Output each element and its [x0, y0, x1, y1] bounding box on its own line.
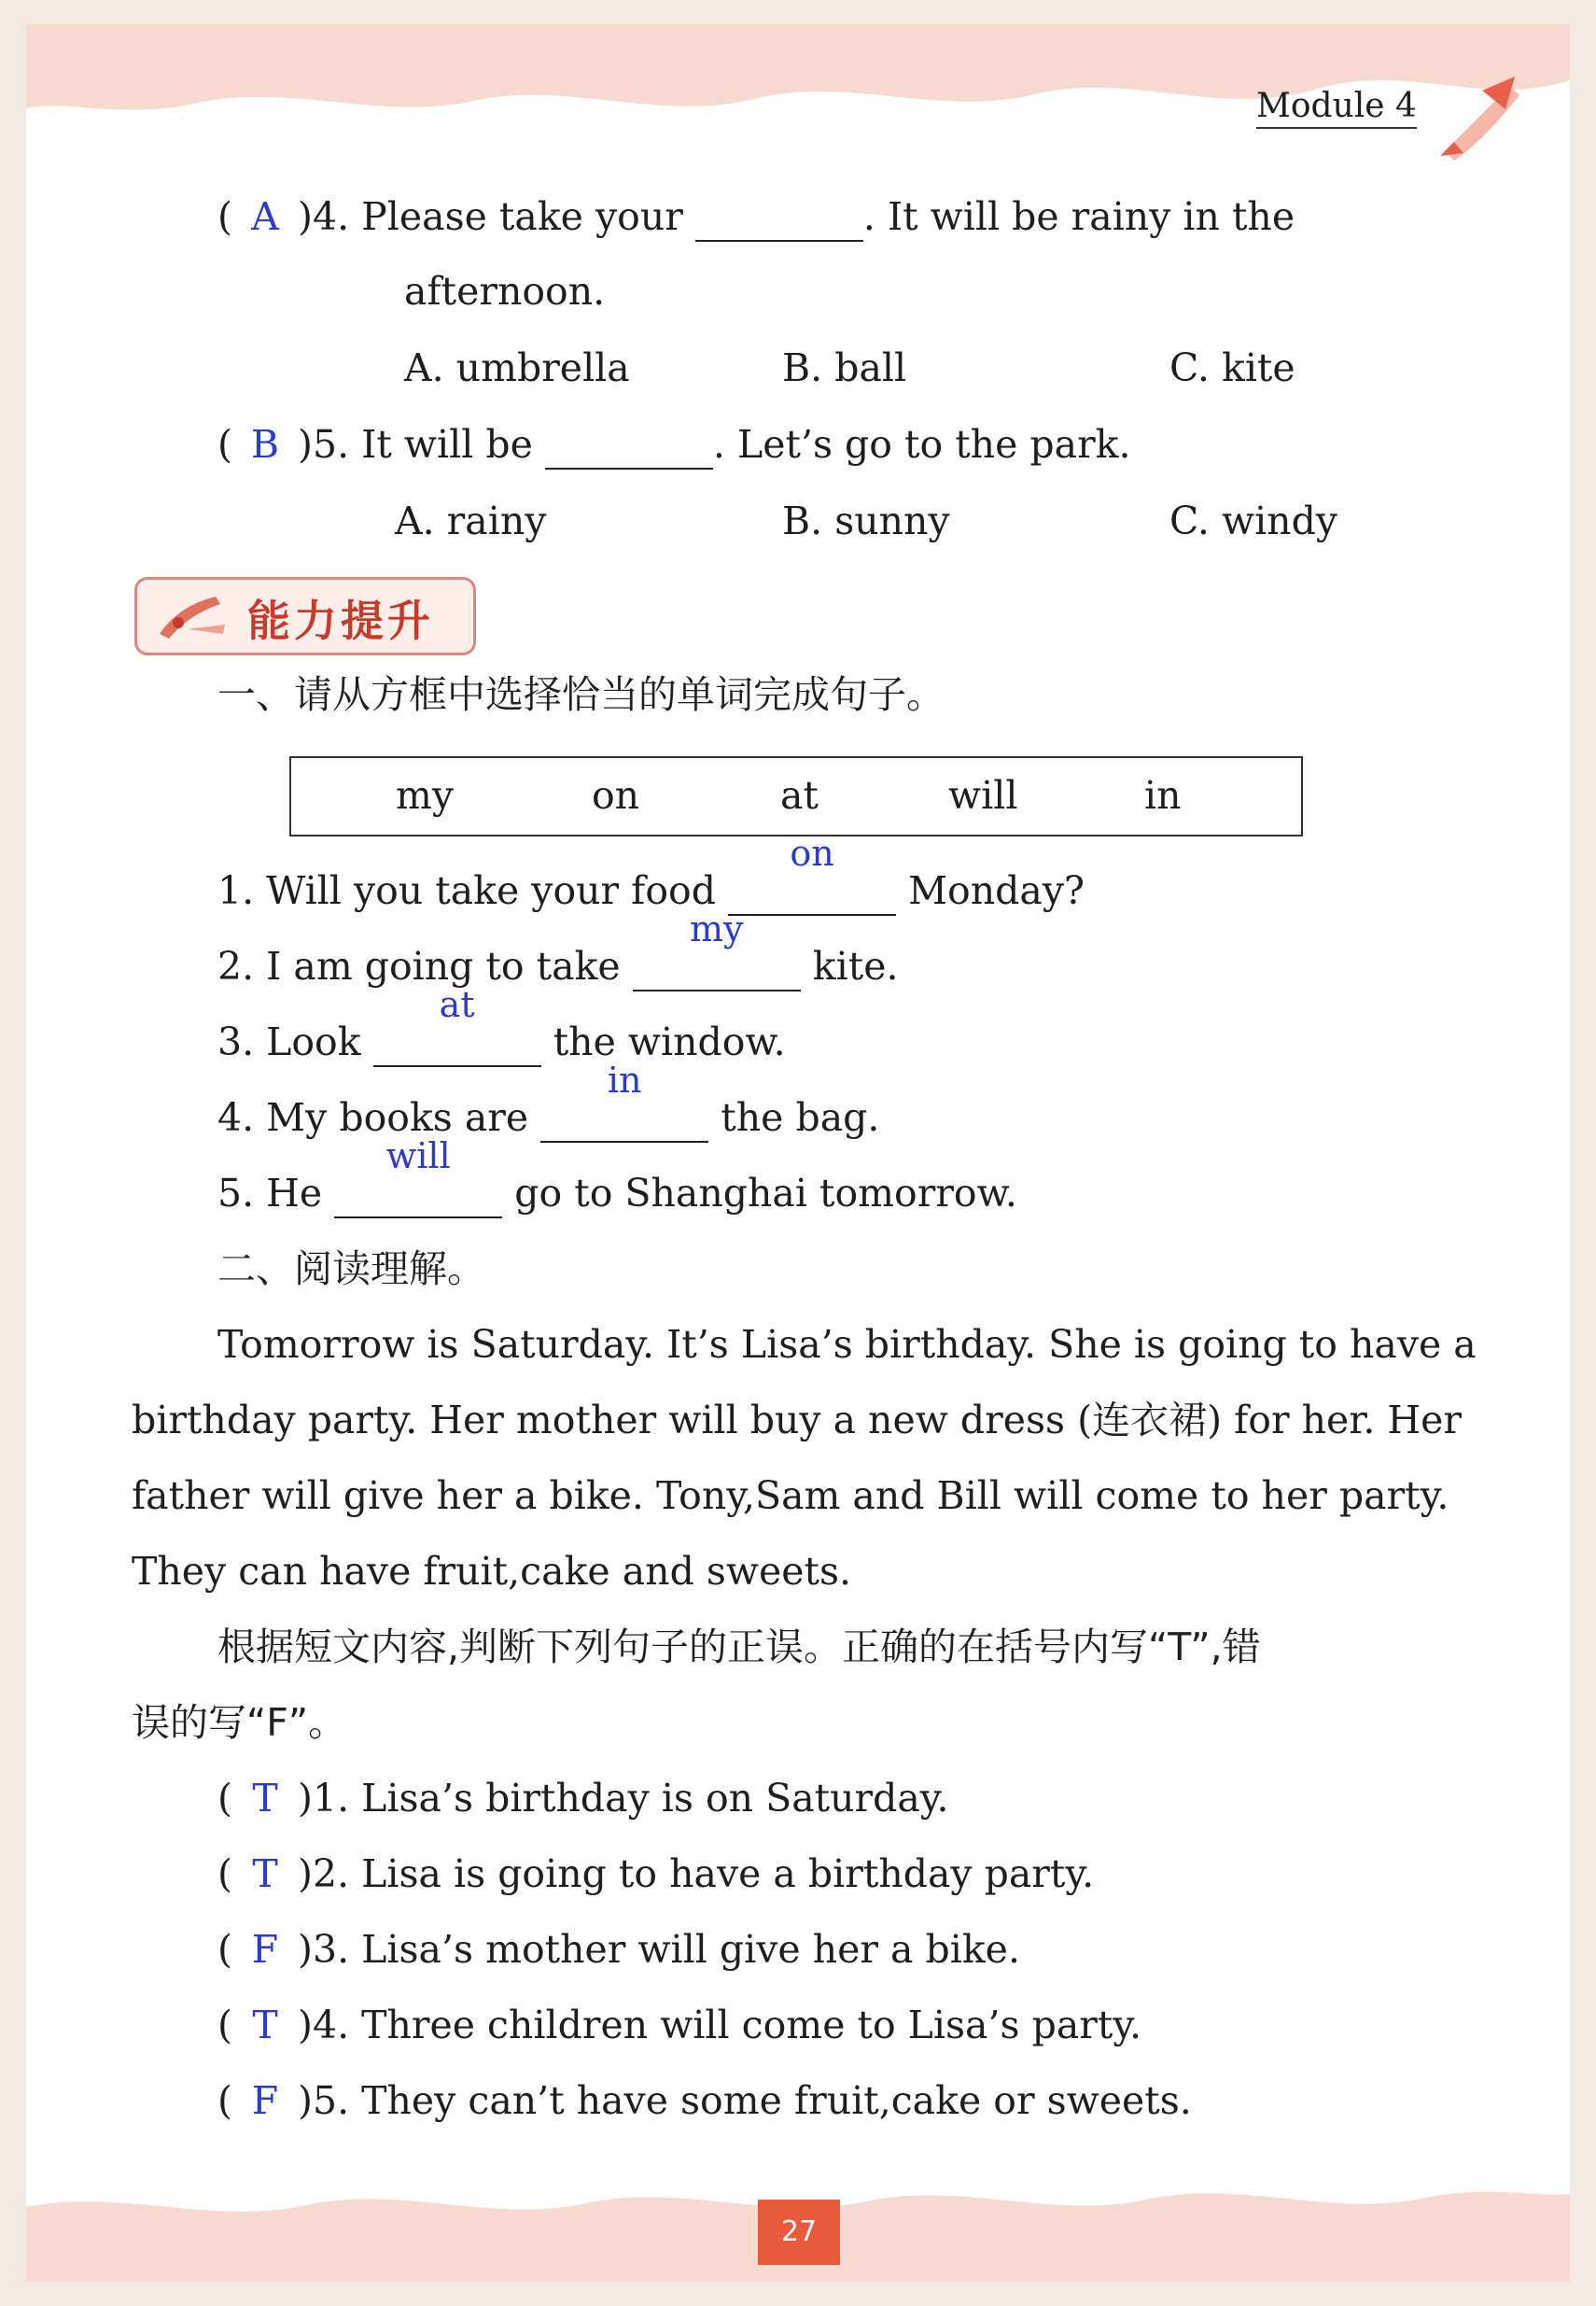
- item-text: the bag.: [721, 1095, 880, 1140]
- tf-item-2: [217, 1851, 1094, 1897]
- item-text: kite.: [812, 944, 899, 989]
- mc-text-after: . Let’s go to the park.: [712, 422, 1131, 467]
- mc-item-4-cont: afternoon.: [404, 269, 606, 314]
- mc-blank: [545, 422, 713, 470]
- word-bank-item: in: [1144, 773, 1182, 818]
- option-b: B. sunny: [782, 499, 950, 543]
- tf-answer: F: [251, 2078, 279, 2123]
- part2-instruction: 二、阅读理解。: [217, 1246, 485, 1291]
- word-bank-item: will: [948, 773, 1018, 818]
- section-badge: [134, 577, 476, 655]
- mc-answer: A: [251, 194, 279, 239]
- option-a: A. umbrella: [404, 345, 630, 390]
- paren-open: (: [217, 2078, 232, 2123]
- tf-item-3: [217, 1927, 1020, 1973]
- option-c: C. kite: [1169, 345, 1295, 390]
- blank-answer: in: [607, 1060, 642, 1101]
- task-line: 误的写“F”。: [132, 1700, 347, 1745]
- fill-item-5: [217, 1135, 1017, 1218]
- answer-blank: [633, 908, 801, 991]
- tf-text: )4. Three children will come to Lisa’s party.: [298, 2003, 1142, 2047]
- paren-open: (: [217, 194, 232, 239]
- option-b: B. ball: [782, 345, 907, 390]
- tf-item-1: [217, 1776, 949, 1821]
- item-text: Monday?: [908, 868, 1085, 913]
- item-text: the window.: [553, 1019, 786, 1064]
- passage-line: birthday party. Her mother will buy a new dress (连衣裙) for her. Her: [132, 1398, 1463, 1442]
- paren-open: (: [217, 1851, 232, 1896]
- blank-answer: on: [790, 833, 834, 874]
- paren-open: (: [217, 1776, 232, 1821]
- answer-blank: [334, 1135, 502, 1218]
- answer-blank: [540, 1060, 708, 1143]
- tf-answer: F: [251, 1927, 279, 1972]
- word-bank-item: my: [396, 773, 455, 818]
- passage-line: father will give her a bike. Tony,Sam and Bill will come to her party.: [132, 1473, 1449, 1518]
- fill-item-4: [217, 1060, 880, 1143]
- mc-number: )5.: [298, 422, 350, 467]
- option-c: C. windy: [1169, 499, 1337, 543]
- mc-blank: [695, 194, 863, 242]
- blank-answer: will: [385, 1135, 451, 1176]
- item-text: go to Shanghai tomorrow.: [514, 1171, 1017, 1216]
- tf-answer: T: [252, 2003, 278, 2047]
- tf-text: )5. They can’t have some fruit,cake or sweets.: [298, 2078, 1192, 2123]
- blank-answer: at: [439, 984, 475, 1025]
- item-text: 3. Look: [217, 1019, 361, 1064]
- module-label: Module 4: [1256, 88, 1417, 129]
- mc-number: )4.: [298, 194, 350, 239]
- passage-line: They can have fruit,cake and sweets.: [132, 1549, 852, 1594]
- task-line: 根据短文内容,判断下列句子的正误。正确的在括号内写“T”,错: [217, 1624, 1261, 1669]
- pencil-icon: [1426, 67, 1529, 170]
- mc-text-before: It will be: [361, 422, 533, 467]
- tf-text: )1. Lisa’s birthday is on Saturday.: [298, 1776, 949, 1821]
- tf-item-4: [217, 2003, 1141, 2048]
- answer-blank: [373, 984, 541, 1067]
- item-text: 1. Will you take your food: [217, 868, 716, 913]
- word-bank-item: on: [592, 773, 640, 818]
- item-text: 4. My books are: [217, 1095, 529, 1140]
- flag-icon: [150, 587, 234, 643]
- mc-item-4: [217, 194, 1295, 242]
- mc-answer: B: [250, 422, 280, 467]
- passage-line: Tomorrow is Saturday. It’s Lisa’s birthday. She is going to have a: [217, 1322, 1477, 1367]
- paren-open: (: [217, 1927, 232, 1972]
- tf-item-5: [217, 2078, 1192, 2124]
- tf-answer: T: [252, 1851, 278, 1896]
- word-bank-item: at: [780, 773, 819, 818]
- item-text: 5. He: [217, 1171, 323, 1216]
- mc-item-5: [217, 422, 1131, 470]
- tf-text: )3. Lisa’s mother will give her a bike.: [298, 1927, 1020, 1972]
- mc-text-after: . It will be rainy in the: [862, 194, 1295, 239]
- tf-answer: T: [252, 1776, 278, 1821]
- paren-open: (: [217, 422, 232, 467]
- workbook-page: [26, 24, 1570, 2282]
- word-box: [289, 756, 1303, 837]
- item-text: 2. I am going to take: [217, 944, 621, 989]
- paren-open: (: [217, 2003, 232, 2047]
- mc-text-before: Please take your: [361, 194, 683, 239]
- part1-instruction: 一、请从方框中选择恰当的单词完成句子。: [217, 672, 945, 717]
- fill-item-2: [217, 908, 899, 991]
- option-a: A. rainy: [395, 499, 547, 543]
- tf-text: )2. Lisa is going to have a birthday party.: [298, 1851, 1095, 1896]
- section-title: 能力提升: [247, 596, 434, 646]
- page-number: 27: [758, 2200, 840, 2265]
- blank-answer: my: [689, 908, 744, 949]
